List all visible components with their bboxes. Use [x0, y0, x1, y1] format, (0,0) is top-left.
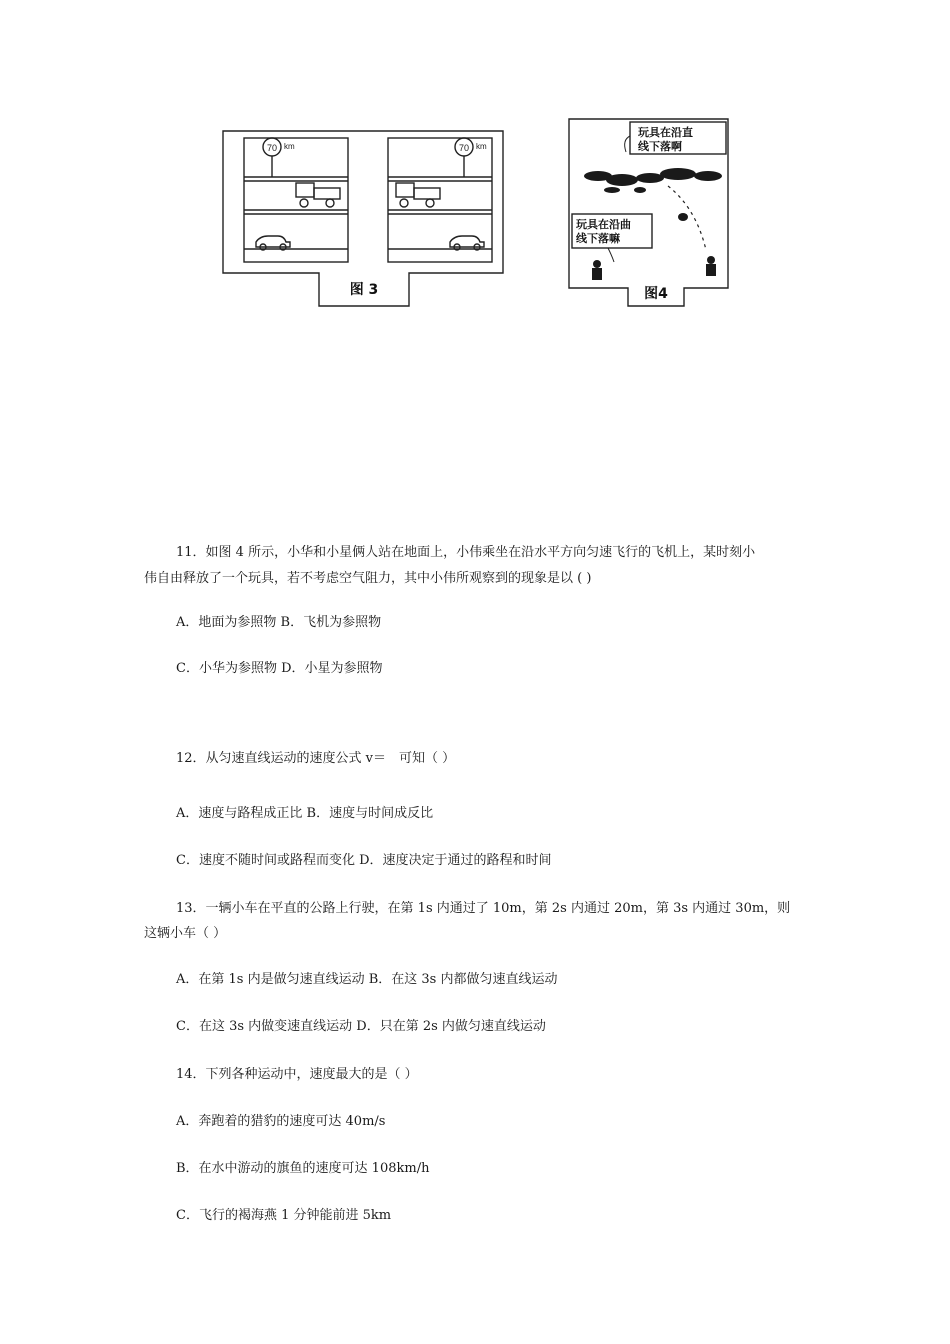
question-11-stem-line1: 11．如图 4 所示，小华和小星俩人站在地面上，小伟乘坐在沿水平方向匀速飞行的飞机上，某时刻小: [176, 545, 756, 560]
question-11-options-cd: C．小华为参照物 D．小星为参照物: [176, 661, 383, 676]
figure-4: [568, 118, 732, 308]
question-11-options-ab: A．地面为参照物 B．飞机为参照物: [176, 615, 382, 630]
bubble-top-line1: 玩具在沿直: [638, 126, 693, 139]
question-12-options-ab: A．速度与路程成正比 B．速度与时间成反比: [176, 806, 434, 821]
question-11-stem-line2: 伟自由释放了一个玩具，若不考虑空气阻力，其中小伟所观察到的现象是以 ( ): [144, 571, 592, 586]
figure-4-caption: 图4: [644, 286, 668, 302]
speed-sign-left: 70: [266, 143, 278, 153]
figure-3-caption: 图 3: [349, 282, 379, 298]
bubble-top-line2: 线下落啊: [638, 140, 682, 153]
question-12-options-cd: C．速度不随时间或路程而变化 D．速度决定于通过的路程和时间: [176, 853, 552, 868]
speed-sign-unit-right: km: [476, 142, 487, 151]
bubble-bottom-line2: 线下落嘛: [576, 232, 620, 245]
question-13-options-ab: A．在第 1s 内是做匀速直线运动 B．在这 3s 内都做匀速直线运动: [176, 972, 558, 987]
question-12-stem: 12．从匀速直线运动的速度公式 v＝ 可知（ ）: [176, 751, 456, 766]
question-14-stem: 14．下列各种运动中，速度最大的是（ ）: [176, 1067, 418, 1082]
speed-sign-unit-left: km: [284, 142, 295, 151]
question-14-option-c: C．飞行的褐海燕 1 分钟能前进 5km: [176, 1208, 392, 1223]
question-14-option-a: A．奔跑着的猎豹的速度可达 40m/s: [176, 1114, 386, 1129]
question-13-stem-line1: 13．一辆小车在平直的公路上行驶，在第 1s 内通过了 10m，第 2s 内通过 20m，第 3s 内通过 30m，则: [176, 901, 791, 916]
question-13-options-cd: C．在这 3s 内做变速直线运动 D．只在第 2s 内做匀速直线运动: [176, 1019, 546, 1034]
speed-sign-right: 70: [458, 143, 470, 153]
question-14-option-b: B．在水中游动的旗鱼的速度可达 108km/h: [176, 1161, 430, 1176]
question-13-stem-line2: 这辆小车（ ）: [144, 926, 227, 941]
figure-3: [222, 130, 506, 308]
bubble-bottom-line1: 玩具在沿曲: [576, 218, 631, 231]
